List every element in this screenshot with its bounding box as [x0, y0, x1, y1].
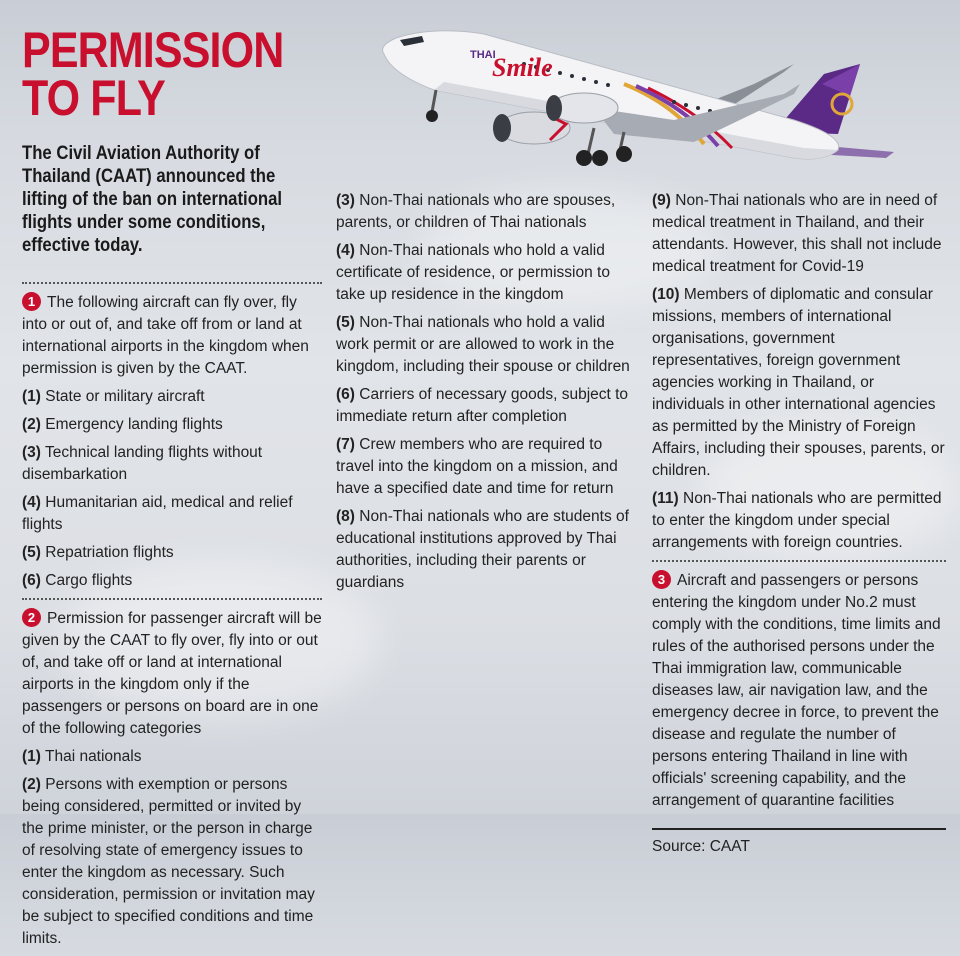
source-credit: Source: CAAT [652, 838, 750, 855]
list-item: (8) Non-Thai nationals who are students of educational institutions approved by Thai authorities, including their parents or guardians [336, 508, 629, 591]
section-2-intro: 2 Permission for passenger aircraft will be given by the CAAT to fly over, fly into or out of, and take off or land at international airports in the kingdom only if the passengers or persons on board are in one of the following categories [22, 610, 322, 737]
list-item: (3) Technical landing flights without disembarkation [22, 444, 263, 483]
title-line-2: TO FLY [22, 70, 165, 126]
list-item: (4) Humanitarian aid, medical and relief flights [22, 494, 293, 533]
list-item: (6) Cargo flights [22, 572, 133, 589]
column-1 [22, 282, 322, 956]
list-item: (2) Persons with exemption or persons being considered, permitted or invited by the prime minister, or the person in charge of resolving state of emergency issues to enter the kingdom as necessary. Such consideration, permission or invitation may be subject to specified conditions and time limits. [22, 776, 315, 947]
column-2 [336, 190, 634, 600]
section-badge-2: 2 [22, 608, 41, 627]
section-3-text: 3 Aircraft and passengers or persons entering the kingdom under No.2 must comply with the conditions, time limits and rules of the authorised persons under the Thai immigration law, communicable diseases law, air navigation law, and the emergency decree in force, to prevent the disease and regulate the number of persons entering Thailand in line with officials' screening capability, and the arrangement of quarantine facilities [652, 572, 941, 809]
list-item: (5) Repatriation flights [22, 544, 174, 561]
list-item: (10) Members of diplomatic and consular missions, members of international organisations, government representatives, foreign government agencies working in Thailand, or individuals in other international agencies as permitted by the Ministry of Foreign Affairs, including their spouses, parents, or children. [652, 286, 945, 479]
section-1-intro: 1 The following aircraft can fly over, fly into or out of, and take off from or land at international airports in the kingdom when permission is given by the CAAT. [22, 294, 309, 377]
list-item: (5) Non-Thai nationals who hold a valid work permit or are allowed to work in the kingdom, including their spouse or children [336, 314, 630, 375]
brand-logo-text: Smile [492, 53, 553, 82]
list-item: (3) Non-Thai nationals who are spouses, parents, or children of Thai nationals [336, 192, 616, 231]
page-title [22, 22, 284, 126]
list-item: (1) Thai nationals [22, 748, 142, 765]
list-item: (11) Non-Thai nationals who are permitted to enter the kingdom under special arrangements with foreign countries. [652, 490, 942, 551]
section-badge-1: 1 [22, 292, 41, 311]
list-item: (6) Carriers of necessary goods, subject to immediate return after completion [336, 386, 629, 425]
list-item: (2) Emergency landing flights [22, 416, 223, 433]
source-divider [652, 828, 946, 830]
dotted-divider [22, 282, 322, 284]
column-3 [652, 190, 946, 858]
list-item: (9) Non-Thai nationals who are in need of medical treatment in Thailand, and their attendants. However, this shall not include medical treatment for Covid-19 [652, 192, 942, 275]
section-badge-3: 3 [652, 570, 671, 589]
intro-text: The Civil Aviation Authority of Thailand (CAAT) announced the lifting of the ban on international flights under some conditions, effective today. [22, 143, 283, 256]
list-item: (1) State or military aircraft [22, 388, 205, 405]
dotted-divider [22, 598, 322, 600]
title-line-1: PERMISSION [22, 22, 284, 78]
thai-smile-airplane-image [374, 24, 904, 194]
list-item: (7) Crew members who are required to travel into the kingdom on a mission, and have a specified date and time for return [336, 436, 618, 497]
airline-logo-text: THAI [470, 49, 496, 61]
dotted-divider [652, 560, 946, 562]
list-item: (4) Non-Thai nationals who hold a valid certificate of residence, or permission to take up residence in the kingdom [336, 242, 610, 303]
